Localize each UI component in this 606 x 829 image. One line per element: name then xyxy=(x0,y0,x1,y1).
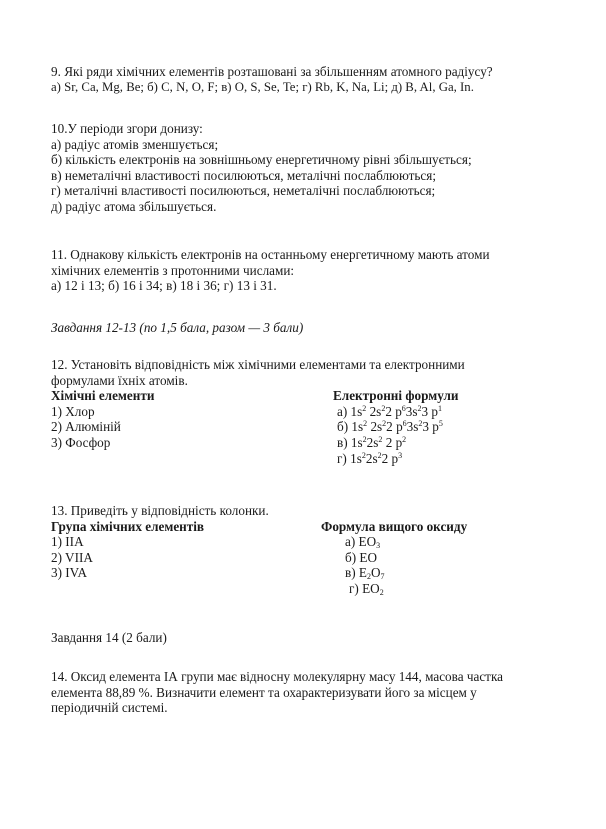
option-label: а) xyxy=(337,403,348,419)
oxide-formulas-column xyxy=(321,519,467,597)
option-label: г) xyxy=(349,580,359,596)
column-header: Хімічні елементи xyxy=(51,388,155,404)
option-label: в) xyxy=(337,434,348,450)
question-10-option: б) кількість електронів на зовнішньому енергетичному рівні збільшується; xyxy=(51,152,472,168)
formula-sub: 3 xyxy=(376,541,381,551)
question-11 xyxy=(51,247,596,294)
element-item: 2) Алюміній xyxy=(51,419,121,435)
element-item: 1) Хлор xyxy=(51,403,95,419)
section-heading-12-13 xyxy=(51,320,596,336)
electron-formula xyxy=(333,451,458,467)
formula-part: 2s xyxy=(366,403,382,419)
formula-sup: 2 xyxy=(378,434,383,444)
matching-table-12 xyxy=(51,388,596,468)
question-11-line: 11. Однакову кількість електронів на останньому енергетичному мають атоми xyxy=(51,247,490,262)
formula-part: 3 p xyxy=(422,419,439,435)
formula-sup: 5 xyxy=(438,419,443,429)
question-12-line: 12. Установіть відповідність між хімічними елементами та електронними xyxy=(51,357,465,372)
question-14-line: елемента 88,89 %. Визначити елемент та охарактеризувати його за місцем у xyxy=(51,684,477,700)
formula-part: 3s xyxy=(406,419,419,435)
option-label: в) xyxy=(345,565,356,581)
question-14-line: 14. Оксид елемента ІА групи має відносну молекулярну масу 144, масова частка xyxy=(51,669,504,684)
formula-part: 2 p xyxy=(385,403,402,419)
question-11-options: а) 12 і 13; б) 16 і 34; в) 18 і 36; г) 13 і 31. xyxy=(51,278,277,294)
column-header: Електронні формули xyxy=(333,388,459,404)
groups-column xyxy=(51,519,204,581)
question-14 xyxy=(51,669,596,716)
question-13 xyxy=(51,503,596,615)
oxide-formula xyxy=(321,581,467,597)
formula-sup: 6 xyxy=(401,403,406,413)
formula-sub: 7 xyxy=(380,572,385,582)
question-9-options: а) Sr, Ca, Mg, Be; б) C, N, O, F; в) O, S, Se, Te; г) Rb, K, Na, Li; д) B, Al, Ga, In. xyxy=(51,79,474,94)
question-13-text: 13. Приведіть у відповідність колонки. xyxy=(51,503,269,518)
formula-sup: 6 xyxy=(402,419,407,429)
question-12-line: формулами їхніх атомів. xyxy=(51,372,188,388)
electron-formula xyxy=(333,435,458,451)
group-item: 3) IVA xyxy=(51,565,88,581)
formula-part: 2s xyxy=(366,434,379,450)
question-10-option: д) радіус атома збільшується. xyxy=(51,198,217,214)
formula-sup: 2 xyxy=(363,419,368,429)
formula-sup: 2 xyxy=(418,419,423,429)
formula-part: EO xyxy=(359,549,377,565)
formula-part: 3 p xyxy=(421,403,439,419)
column-header: Формула вищого оксиду xyxy=(321,518,468,534)
oxide-formula xyxy=(321,550,467,566)
column-header: Група хімічних елементів xyxy=(51,518,205,534)
question-9 xyxy=(51,64,596,95)
formula-sup: 2 xyxy=(382,419,387,429)
question-10-option: а) радіус атомів зменшується; xyxy=(51,136,219,152)
formula-sup: 2 xyxy=(381,403,386,413)
formula-sub: 2 xyxy=(379,587,384,597)
question-12 xyxy=(51,357,596,468)
option-label: г) xyxy=(337,450,347,466)
option-label: б) xyxy=(345,549,357,565)
formula-part: 1s xyxy=(350,403,363,419)
question-11-line: хімічних елементів з протонними числами: xyxy=(51,262,295,278)
formula-part: 2 p xyxy=(382,434,403,450)
section-heading-text: Завдання 14 (2 бали) xyxy=(51,630,167,645)
formula-part: 1s xyxy=(350,434,363,450)
elements-column xyxy=(51,388,154,450)
formula-part: 2 p xyxy=(386,419,403,435)
question-10-option: г) металічні властивості посилюються, неметалічні послаблюються; xyxy=(51,183,436,199)
formula-part: EO xyxy=(358,534,377,550)
formula-sup: 3 xyxy=(398,450,403,460)
electron-formula xyxy=(333,404,458,420)
oxide-formula xyxy=(321,565,467,581)
formula-part: 2s xyxy=(367,419,383,435)
question-10-text: 10.У періоди згори донизу: xyxy=(51,121,203,136)
group-item: 2) VIIA xyxy=(51,549,93,565)
formula-part: 1s xyxy=(350,450,362,466)
question-9-text: 9. Які ряди хімічних елементів розташовані за збільшенням атомного радіусу? xyxy=(51,64,493,79)
formula-sup: 2 xyxy=(402,434,407,444)
formula-part: 3s xyxy=(405,403,418,419)
formulas-column xyxy=(333,388,458,466)
formula-sup: 1 xyxy=(438,403,443,413)
formula-sup: 2 xyxy=(362,403,367,413)
formula-part: O xyxy=(370,565,381,581)
question-10 xyxy=(51,121,596,215)
electron-formula xyxy=(333,419,458,435)
formula-part: EO xyxy=(362,580,380,596)
question-10-option: в) неметалічні властивості посилюються, металічні послаблюються; xyxy=(51,167,437,183)
option-label: а) xyxy=(345,534,356,550)
matching-table-13 xyxy=(51,519,596,615)
question-14-line: періодичній системі. xyxy=(51,700,168,716)
formula-sub: 2 xyxy=(366,572,371,582)
formula-sup: 2 xyxy=(362,434,367,444)
oxide-formula xyxy=(321,534,467,550)
formula-part: 1s xyxy=(351,419,364,435)
formula-sup: 2 xyxy=(361,450,366,460)
option-label: б) xyxy=(337,419,349,435)
element-item: 3) Фосфор xyxy=(51,434,111,450)
section-heading-14 xyxy=(51,630,596,646)
formula-part: 2 p xyxy=(381,450,399,466)
formula-part: E xyxy=(358,565,367,581)
formula-sup: 2 xyxy=(417,403,422,413)
formula-part: 2s xyxy=(365,450,378,466)
formula-sup: 2 xyxy=(377,450,382,460)
section-heading-text: Завдання 12-13 (по 1,5 бала, разом — 3 бали) xyxy=(51,320,304,335)
group-item: 1) IIA xyxy=(51,534,84,550)
